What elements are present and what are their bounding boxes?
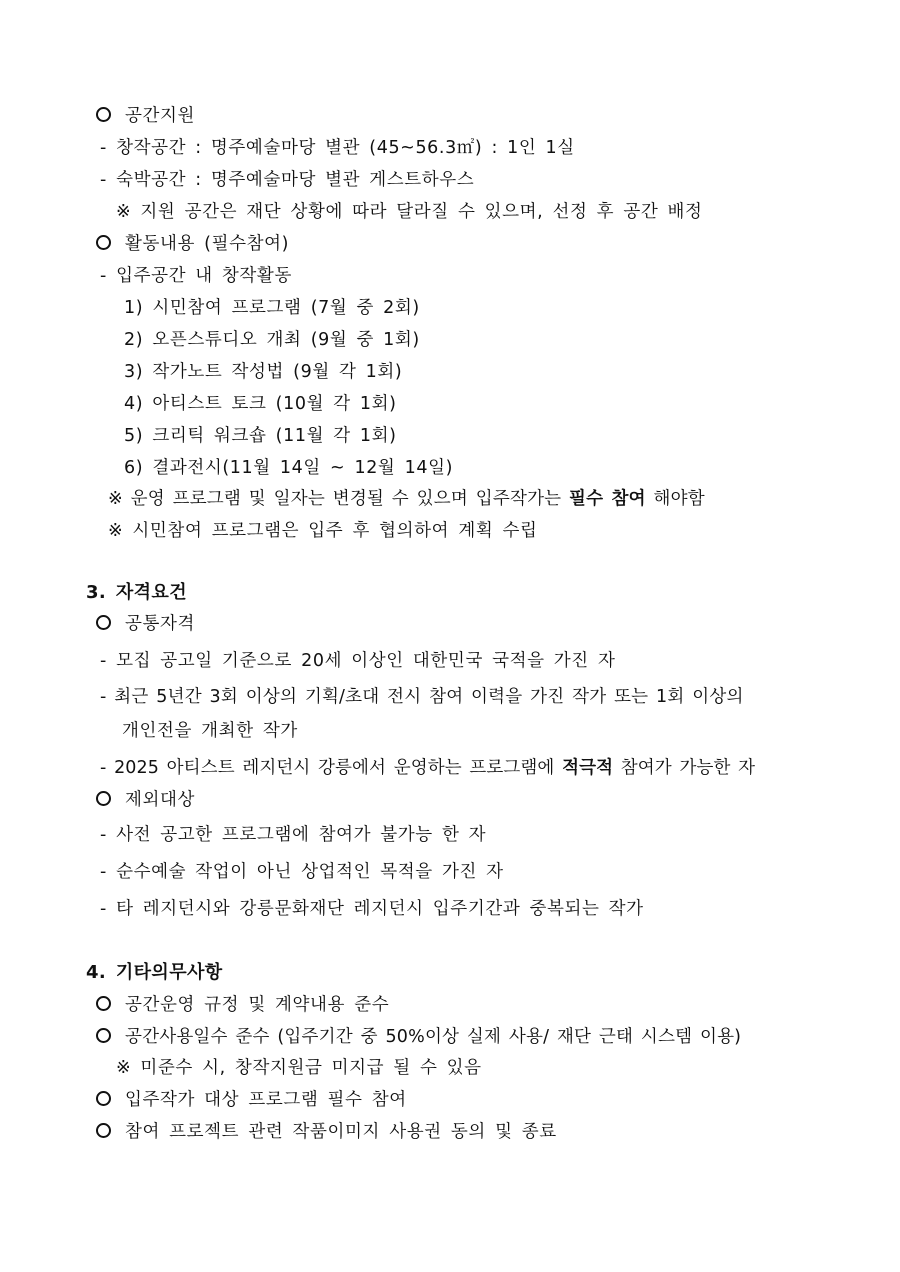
activity-note-2: ※ 시민참여 프로그램은 입주 후 협의하여 계획 수립 — [108, 521, 538, 541]
space-item-studio: - 창작공간 : 명주예술마당 별관 (45~56.3㎡) : 1인 1실 — [100, 138, 575, 158]
program-item: 2) 오픈스튜디오 개최 (9월 중 1회) — [124, 330, 420, 350]
common-qualification-title: 공통자격 — [96, 612, 195, 636]
circle-bullet-icon — [96, 1123, 111, 1138]
circle-bullet-icon — [96, 791, 111, 806]
circle-bullet-icon — [96, 996, 111, 1011]
excluded-item: - 순수예술 작업이 아닌 상업적인 목적을 가진 자 — [100, 862, 504, 882]
common-qualification-item: - 2025 아티스트 레지던시 강릉에서 운영하는 프로그램에 적극적 참여가 가능한 자 — [100, 758, 756, 778]
circle-bullet-icon — [96, 1091, 111, 1106]
circle-bullet-icon — [96, 235, 111, 250]
circle-bullet-icon — [96, 107, 111, 122]
circle-bullet-icon — [96, 1028, 111, 1043]
common-qualification-item: - 모집 공고일 기준으로 20세 이상인 대한민국 국적을 가진 자 — [100, 651, 616, 671]
circle-bullet-icon — [96, 615, 111, 630]
activity-note-1: ※ 운영 프로그램 및 일자는 변경될 수 있으며 입주작가는 필수 참여 해야함 — [108, 489, 705, 509]
space-support-title: 공간지원 — [96, 104, 195, 128]
qualification-heading: 3. 자격요건 — [86, 582, 187, 603]
space-item-lodging: - 숙박공간 : 명주예술마당 별관 게스트하우스 — [100, 170, 475, 190]
duty-item: 공간운영 규정 및 계약내용 준수 — [96, 993, 389, 1017]
excluded-item: - 타 레지던시와 강릉문화재단 레지던시 입주기간과 중복되는 작가 — [100, 899, 644, 919]
duty-item: 입주작가 대상 프로그램 필수 참여 — [96, 1088, 407, 1112]
program-item: 3) 작가노트 작성법 (9월 각 1회) — [124, 362, 403, 382]
common-qualification-item-cont: 개인전을 개최한 작가 — [122, 721, 298, 741]
activity-sub: - 입주공간 내 창작활동 — [100, 266, 292, 286]
activity-title: 활동내용 (필수참여) — [96, 232, 289, 256]
duties-heading: 4. 기타의무사항 — [86, 962, 223, 983]
duty-item: 공간사용일수 준수 (입주기간 중 50%이상 실제 사용/ 재단 근태 시스템 이용) — [96, 1025, 741, 1049]
space-note: ※ 지원 공간은 재단 상황에 따라 달라질 수 있으며, 선정 후 공간 배정 — [116, 202, 703, 222]
duty-note: ※ 미준수 시, 창작지원금 미지급 될 수 있음 — [116, 1058, 482, 1078]
program-item: 6) 결과전시(11월 14일 ~ 12월 14일) — [124, 458, 454, 478]
program-item: 5) 크리틱 워크숍 (11월 각 1회) — [124, 426, 397, 446]
excluded-item: - 사전 공고한 프로그램에 참여가 불가능 한 자 — [100, 825, 487, 845]
excluded-title: 제외대상 — [96, 788, 195, 812]
program-item: 1) 시민참여 프로그램 (7월 중 2회) — [124, 298, 420, 318]
duty-item: 참여 프로젝트 관련 작품이미지 사용권 동의 및 종료 — [96, 1120, 557, 1144]
program-item: 4) 아티스트 토크 (10월 각 1회) — [124, 394, 397, 414]
common-qualification-item: - 최근 5년간 3회 이상의 기획/초대 전시 참여 이력을 가진 작가 또는 1회 이상의 — [100, 687, 744, 707]
